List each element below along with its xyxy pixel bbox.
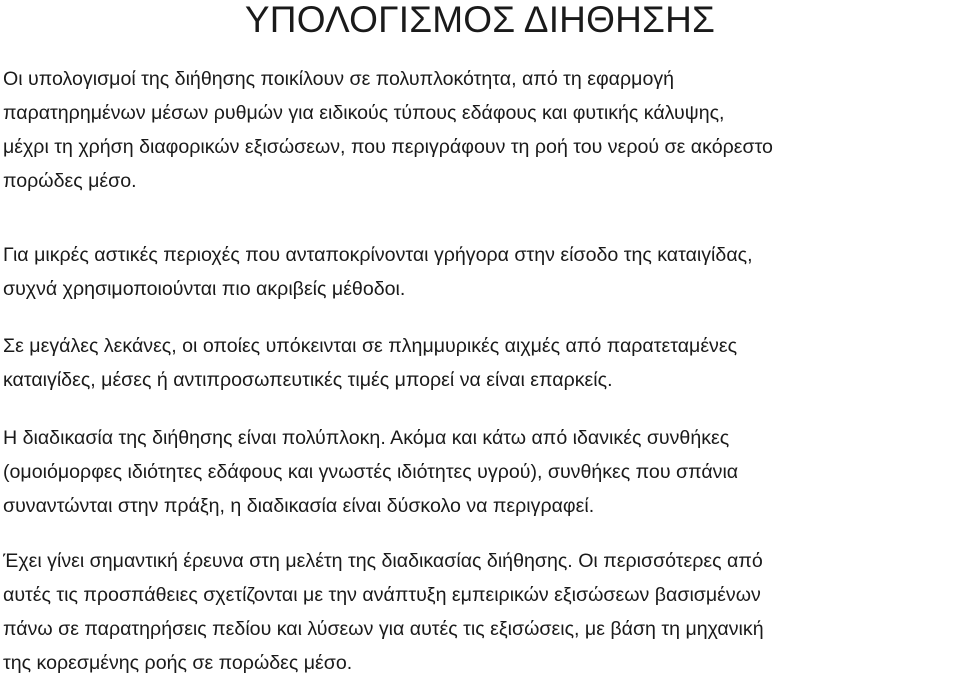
text-line: μέχρι τη χρήση διαφορικών εξισώσεων, που περιγράφουν τη ροή του νερού σε ακόρεστο	[3, 136, 773, 158]
text-line: της κορεσμένης ροής σε πορώδες μέσο.	[3, 652, 353, 674]
text-line: (ομοιόμορφες ιδιότητες εδάφους και γνωστές ιδιότητες υγρού), συνθήκες που σπάνια	[3, 461, 739, 483]
paragraph-small-urban-areas	[3, 238, 958, 306]
text-line: Για μικρές αστικές περιοχές που ανταποκρίνονται γρήγορα στην είσοδο της καταιγίδας,	[3, 244, 753, 266]
text-line: Σε μεγάλες λεκάνες, οι οποίες υπόκεινται σε πλημμυρικές αιχμές από παρατεταμένες	[3, 335, 738, 357]
paragraph-calculation-complexity	[3, 62, 958, 198]
text-line: πάνω σε παρατηρήσεις πεδίου και λύσεων για αυτές τις εξισώσεις, με βάση τη μηχανική	[3, 618, 764, 640]
text-line: Η διαδικασία της διήθησης είναι πολύπλοκη. Ακόμα και κάτω από ιδανικές συνθήκες	[3, 427, 730, 449]
text-line: συχνά χρησιμοποιούνται πιο ακριβείς μέθοδοι.	[3, 278, 406, 300]
text-line: Έχει γίνει σημαντική έρευνα στη μελέτη της διαδικασίας διήθησης. Οι περισσότερες από	[3, 550, 763, 572]
paragraph-research	[3, 544, 958, 680]
paragraph-large-basins	[3, 329, 958, 397]
text-line: συναντώνται στην πράξη, η διαδικασία είναι δύσκολο να περιγραφεί.	[3, 495, 595, 517]
text-line: αυτές τις προσπάθειες σχετίζονται με την ανάπτυξη εμπειρικών εξισώσεων βασισμένων	[3, 584, 761, 606]
slide-title: ΥΠΟΛΟΓΙΣΜΟΣ ΔΙΗΘΗΣΗΣ	[244, 0, 716, 40]
text-line: πορώδες μέσο.	[3, 170, 137, 192]
paragraph-process-complexity	[3, 421, 958, 523]
text-line: καταιγίδες, μέσες ή αντιπροσωπευτικές τιμές μπορεί να είναι επαρκείς.	[3, 369, 613, 391]
text-line: παρατηρημένων μέσων ρυθμών για ειδικούς τύπους εδάφους και φυτικής κάλυψης,	[3, 102, 725, 124]
text-line: Οι υπολογισμοί της διήθησης ποικίλουν σε πολυπλοκότητα, από τη εφαρμογή	[3, 68, 675, 90]
